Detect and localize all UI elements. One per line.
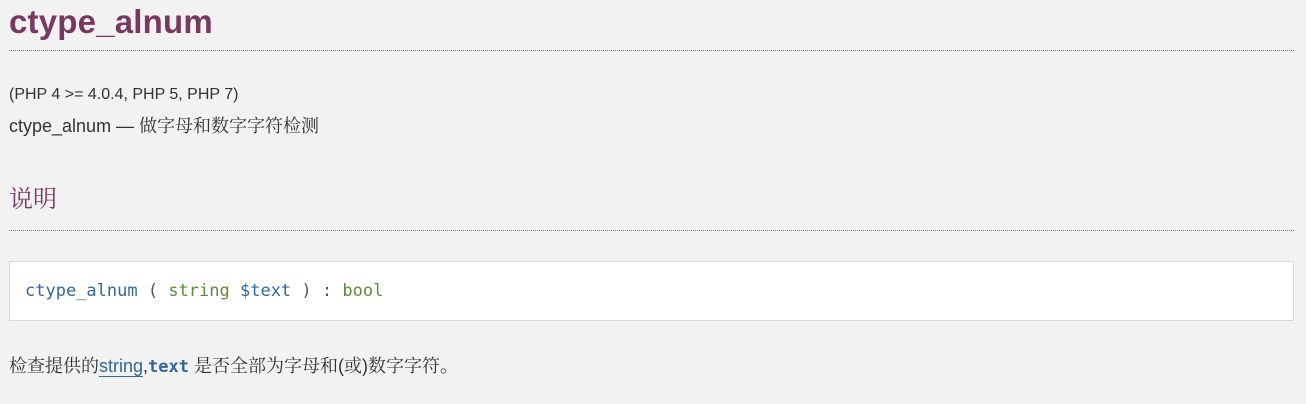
param-type: string	[168, 281, 230, 301]
param-name: $text	[239, 281, 292, 301]
string-type-link[interactable]: string	[99, 356, 144, 376]
close-paren: ) :	[291, 281, 343, 301]
section-heading-description: 说明	[9, 186, 57, 213]
section-divider	[9, 230, 1294, 231]
description-text	[9, 354, 458, 379]
return-type: bool	[342, 281, 384, 301]
version-info: (PHP 4 >= 4.0.4, PHP 5, PHP 7)	[9, 86, 239, 103]
synopsis-code	[25, 279, 383, 303]
open-paren: (	[137, 281, 169, 301]
title-divider	[9, 50, 1294, 51]
ref-purpose: ctype_alnum — 做字母和数字字符检测	[9, 116, 320, 136]
description-suffix: 是否全部为字母和(或)数字字符。	[188, 356, 458, 376]
param-code: text	[148, 357, 189, 377]
description-comma: ,	[143, 356, 149, 376]
description-prefix: 检查提供的	[9, 356, 99, 376]
method-synopsis	[9, 261, 1294, 321]
page-title: ctype_alnum	[9, 3, 213, 40]
function-name: ctype_alnum	[25, 281, 138, 301]
